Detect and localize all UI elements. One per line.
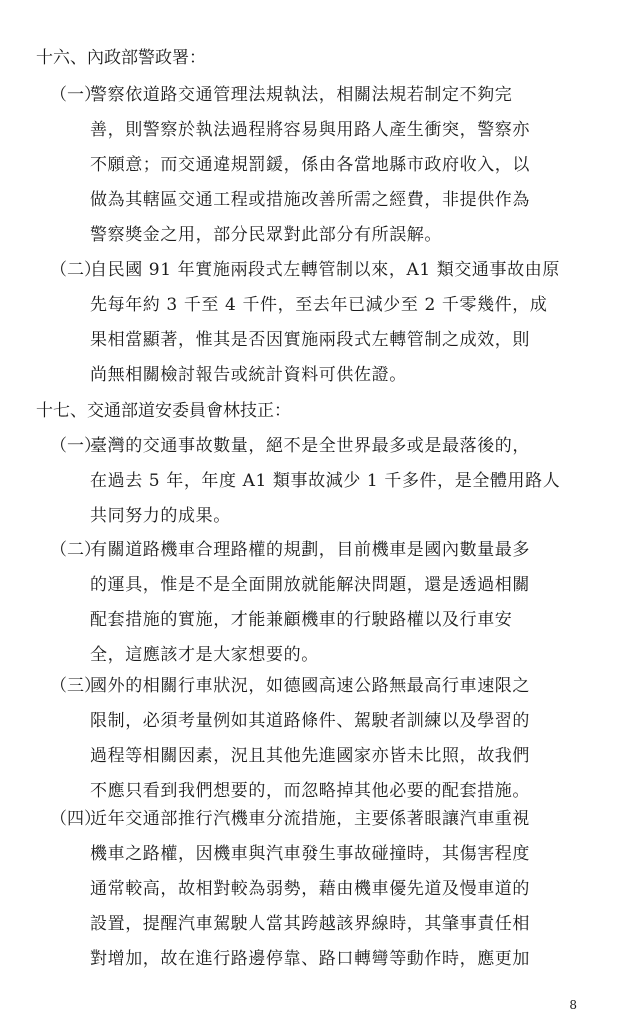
item-marker: （一） — [50, 85, 101, 105]
item-text-line: 共同努力的成果。 — [90, 506, 231, 526]
section-heading: 十六、內政部警政署： — [36, 48, 206, 68]
item-text-line: 在過去 5 年，年度 A1 類事故減少 1 千多件，是全體用路人 — [90, 471, 561, 491]
item-text-line: 先每年約 3 千至 4 千件，至去年已減少至 2 千零幾件，成 — [90, 295, 548, 315]
item-marker: （四） — [50, 809, 101, 829]
item-text-line: 全，這應該才是大家想要的。 — [90, 645, 319, 665]
item-text-line: 國外的相關行車狀況，如德國高速公路無最高行車速限之 — [90, 676, 530, 696]
item-text-line: 警察依道路交通管理法規執法，相關法規若制定不夠完 — [90, 85, 513, 105]
item-text-line: 警察獎金之用，部分民眾對此部分有所誤解。 — [90, 225, 442, 245]
item-text-line: 不應只看到我們想要的，而忽略掉其他必要的配套措施。 — [90, 781, 530, 801]
item-marker: （二） — [50, 540, 101, 560]
item-text-line: 有關道路機車合理路權的規劃，目前機車是國內數量最多 — [90, 540, 530, 560]
item-text-line: 臺灣的交通事故數量，絕不是全世界最多或是最落後的， — [90, 436, 530, 456]
item-text-line: 自民國 91 年實施兩段式左轉管制以來，A1 類交通事故由原 — [90, 260, 560, 280]
item-text-line: 的運具，惟是不是全面開放就能解決問題，還是透過相關 — [90, 575, 530, 595]
item-text-line: 做為其轄區交通工程或措施改善所需之經費，非提供作為 — [90, 190, 530, 210]
item-marker: （三） — [50, 676, 101, 696]
section-heading: 十七、交通部道安委員會林技正： — [36, 401, 291, 421]
item-text-line: 限制，必須考量例如其道路條件、駕駛者訓練以及學習的 — [90, 711, 530, 731]
page-number: 8 — [569, 998, 577, 1012]
item-marker: （一） — [50, 436, 101, 456]
item-text-line: 對增加，故在進行路邊停靠、路口轉彎等動作時，應更加 — [90, 949, 530, 969]
item-text-line: 設置，提醒汽車駕駛人當其跨越該界線時，其肇事責任相 — [90, 914, 530, 934]
item-text-line: 近年交通部推行汽機車分流措施，主要係著眼讓汽車重視 — [90, 809, 530, 829]
item-text-line: 過程等相關因素，況且其他先進國家亦皆未比照，故我們 — [90, 746, 530, 766]
item-text-line: 機車之路權，因機車與汽車發生事故碰撞時，其傷害程度 — [90, 844, 530, 864]
item-text-line: 不願意；而交通違規罰鍰，係由各當地縣市政府收入，以 — [90, 155, 530, 175]
item-marker: （二） — [50, 260, 101, 280]
item-text-line: 配套措施的實施，才能兼顧機車的行駛路權以及行車安 — [90, 610, 513, 630]
item-text-line: 通常較高，故相對較為弱勢，藉由機車優先道及慢車道的 — [90, 879, 530, 899]
item-text-line: 尚無相關檢討報告或統計資料可供佐證。 — [90, 365, 407, 385]
item-text-line: 善，則警察於執法過程將容易與用路人產生衝突，警察亦 — [90, 120, 530, 140]
item-text-line: 果相當顯著，惟其是否因實施兩段式左轉管制之成效，則 — [90, 330, 530, 350]
